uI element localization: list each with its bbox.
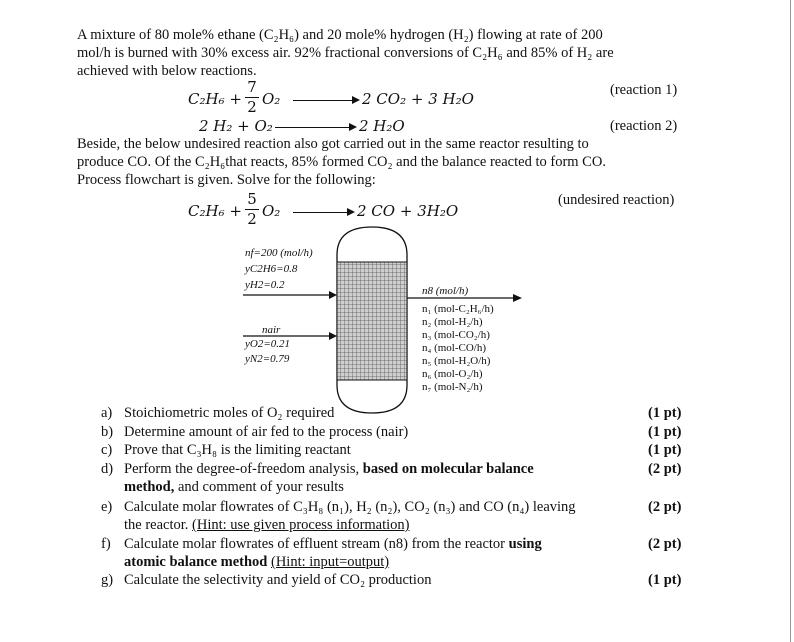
reaction1-left: C₂H₆ +: [188, 90, 242, 108]
intro-line-3: achieved with below reactions.: [77, 63, 257, 79]
question-d-line-1: [124, 461, 534, 478]
reaction3-right: 2 CO + 3H₂O: [357, 202, 459, 220]
question-f-text-a: Calculate molar flowrates of effluent stream (n8) from the reactor: [124, 536, 509, 552]
outlet-item-n1: n₁ (mol-C₂H₆/h): [422, 303, 494, 315]
reaction3-o2: O₂: [262, 202, 281, 220]
question-c-text: Prove that C₃H₈ is the limiting reactant: [124, 442, 351, 458]
question-e-text-b: the reactor.: [124, 517, 193, 533]
question-g-points: (1 pt): [648, 572, 682, 588]
right-edge-line: [790, 0, 791, 642]
question-f-text-b: using: [508, 536, 542, 552]
middle-line-3: Process flowchart is given. Solve for the following:: [77, 172, 376, 188]
question-e-text-a: Calculate molar flowrates of C₃H₈ (n₁), H₂ (n₂), CO₂ (n₃) and CO (n₄) leaving: [124, 499, 576, 515]
outlet-flow-label: n8 (mol/h): [422, 285, 469, 297]
reaction1-coef-num: 7: [247, 78, 257, 96]
question-c-points: (1 pt): [648, 442, 682, 458]
question-f-line-2: [124, 554, 389, 571]
reaction3-label: (undesired reaction): [558, 192, 675, 208]
reaction2-left: 2 H₂ + O₂: [199, 117, 273, 135]
question-b-points: (1 pt): [648, 424, 682, 440]
feed-flow-label: nf=200 (mol/h): [245, 247, 313, 259]
reaction1-label: (reaction 1): [610, 82, 678, 98]
outlet-arrow-head: [513, 294, 522, 302]
air-y-oxygen: yO2=0.21: [245, 338, 290, 350]
question-b-text: Determine amount of air fed to the process (nair): [124, 424, 409, 440]
air-arrow-head: [329, 332, 337, 340]
reaction1-coef-den: 2: [247, 98, 257, 116]
question-e-letter: e): [101, 499, 113, 515]
question-b-letter: b): [101, 424, 114, 440]
reaction1-o2: O₂: [262, 90, 281, 108]
question-f-hint: (Hint: input=output): [271, 554, 390, 570]
reactor-packing: [337, 262, 407, 380]
question-d-text-d: and comment of your results: [174, 479, 344, 495]
outlet-item-n4: n₄ (mol-CO/h): [422, 342, 487, 354]
question-f-letter: f): [101, 536, 111, 552]
outlet-item-n2: n₂ (mol-H₂/h): [422, 316, 483, 328]
outlet-item-n3: n₃ (mol-CO₂/h): [422, 329, 490, 341]
question-d-text-b: based on molecular balance: [362, 461, 534, 477]
reaction2-right: 2 H₂O: [359, 117, 405, 135]
question-e-points: (2 pt): [648, 499, 682, 515]
feed-arrow-head: [329, 291, 337, 299]
outlet-item-n7: n₇ (mol-N₂/h): [422, 381, 483, 393]
feed-y-ethane: yC2H6=0.8: [245, 263, 298, 275]
outlet-item-n6: n₆ (mol-O₂/h): [422, 368, 483, 380]
question-f-text-c: atomic balance method: [124, 554, 268, 570]
reaction2-label: (reaction 2): [610, 118, 678, 134]
question-f-line-1: [124, 536, 542, 553]
question-a-points: (1 pt): [648, 405, 682, 421]
question-f-points: (2 pt): [648, 536, 682, 552]
reaction1-right: 2 CO₂ + 3 H₂O: [362, 90, 474, 108]
question-d-line-2: [124, 479, 344, 496]
reaction3-coef-num: 5: [247, 190, 257, 208]
question-e-line-2: [124, 517, 410, 534]
question-d-text-a: Perform the degree-of-freedom analysis,: [124, 461, 363, 477]
reaction3-left: C₂H₆ +: [188, 202, 242, 220]
question-c-letter: c): [101, 442, 113, 458]
question-d-text-c: method,: [124, 479, 175, 495]
question-e-hint: (Hint: use given process information): [192, 517, 410, 533]
feed-y-hydrogen: yH2=0.2: [245, 279, 285, 291]
air-y-nitrogen: yN2=0.79: [245, 353, 290, 365]
question-d-letter: d): [101, 461, 114, 477]
question-g-letter: g): [101, 572, 114, 588]
middle-line-1: Beside, the below undesired reaction also got carried out in the same reactor resulting to: [77, 136, 589, 152]
question-d-points: (2 pt): [648, 461, 682, 477]
air-flow-label: nair: [262, 324, 281, 336]
reaction3-coef-den: 2: [247, 210, 257, 228]
middle-line-2: produce CO. Of the C₂H₆that reacts, 85% formed CO₂ and the balance reacted to form CO.: [77, 154, 606, 170]
question-g-text: Calculate the selectivity and yield of CO₂ production: [124, 572, 432, 588]
question-a-letter: a): [101, 405, 113, 421]
intro-line-2: mol/h is burned with 30% excess air. 92% fractional conversions of C₂H₆ and 85% of H₂ are: [77, 45, 614, 61]
intro-line-1: A mixture of 80 mole% ethane (C₂H₆) and 20 mole% hydrogen (H₂) flowing at rate of 200: [77, 27, 603, 43]
outlet-item-n5: n₅ (mol-H₂O/h): [422, 355, 491, 367]
question-a-text: Stoichiometric moles of O₂ required: [124, 405, 335, 421]
